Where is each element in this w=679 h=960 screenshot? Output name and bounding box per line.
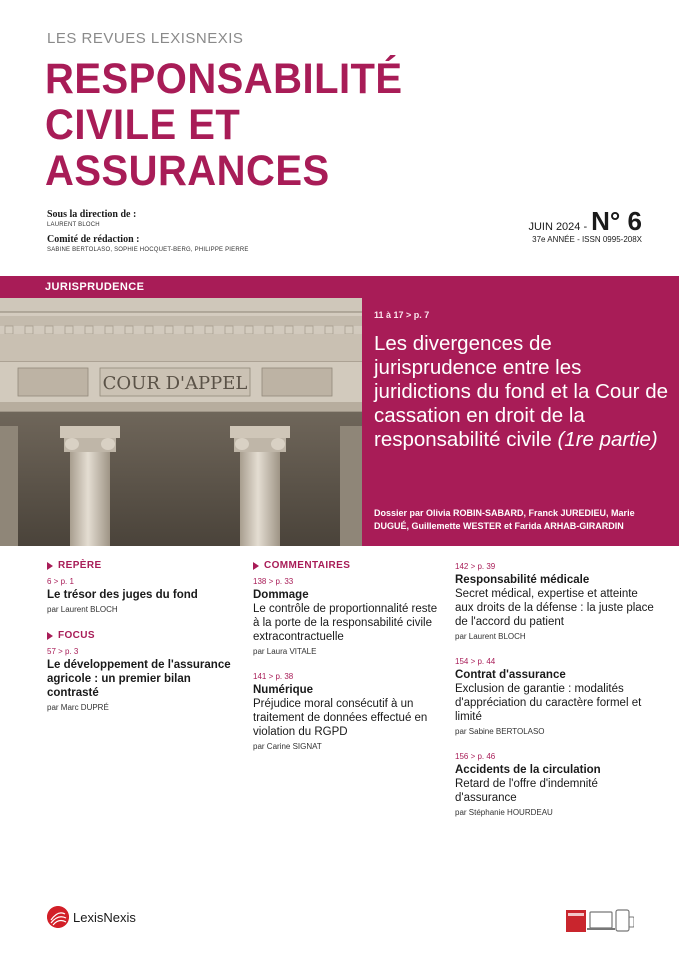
item-desc: Secret médical, expertise et atteinte aux droits de la défense : la juste place de l'accord du patient bbox=[455, 588, 654, 628]
item-head: Le développement de l'assurance agricole : un premier bilan contrasté bbox=[47, 659, 231, 699]
section-banner bbox=[0, 276, 362, 298]
rubric-commentaires bbox=[253, 560, 443, 571]
lead-article-title-part: (1re partie) bbox=[557, 428, 658, 451]
rubric-label: COMMENTAIRES bbox=[264, 560, 351, 571]
committee-names: SABINE BERTOLASO, SOPHIE HOCQUET-BERG, PHILIPPE PIERRE bbox=[47, 247, 249, 253]
item-ref: 142 > p. 39 bbox=[455, 562, 496, 571]
issue-number: N° 6 bbox=[591, 206, 642, 236]
item-ref: 6 > p. 1 bbox=[47, 577, 74, 586]
publisher-logo bbox=[47, 906, 136, 928]
item-ref: 156 > p. 46 bbox=[455, 752, 496, 761]
rubric-repere bbox=[47, 560, 237, 571]
item-author: par Laura VITALE bbox=[253, 647, 317, 656]
toc-item bbox=[47, 577, 237, 614]
triangle-bullet-icon bbox=[47, 562, 53, 570]
committee-label: Comité de rédaction : bbox=[47, 234, 140, 245]
item-desc: Préjudice moral consécutif à un traitement de données effectué en violation du RGPD bbox=[253, 698, 428, 738]
direction-label: Sous la direction de : bbox=[47, 209, 137, 220]
title-line-1: RESPONSABILITÉ bbox=[45, 55, 403, 103]
issue-date: JUIN 2024 - bbox=[528, 221, 588, 233]
item-ref: 154 > p. 44 bbox=[455, 657, 496, 666]
toc-item bbox=[47, 647, 237, 712]
item-desc: Le contrôle de proportionnalité reste à la porte de la responsabilité civile extracontractuelle bbox=[253, 603, 438, 643]
issue-issn: 37e ANNÉE - ISSN 0995-208X bbox=[532, 235, 642, 244]
photo-inscription: COUR D'APPEL bbox=[102, 373, 248, 394]
item-ref: 138 > p. 33 bbox=[253, 577, 294, 586]
item-head: Numérique bbox=[253, 684, 314, 696]
title-line-2: CIVILE ET bbox=[45, 101, 241, 149]
item-author: par Stéphanie HOURDEAU bbox=[455, 808, 553, 817]
lead-article-title bbox=[374, 332, 674, 452]
title-line-3: ASSURANCES bbox=[45, 147, 330, 195]
toc-item bbox=[455, 752, 655, 817]
item-author: par Laurent BLOCH bbox=[47, 605, 118, 614]
item-desc: Retard de l'offre d'indemnité d'assurance bbox=[455, 778, 598, 804]
toc-item bbox=[253, 577, 443, 656]
section-label: JURISPRUDENCE bbox=[45, 281, 145, 293]
rubric-label: FOCUS bbox=[58, 630, 95, 641]
item-author: par Sabine BERTOLASO bbox=[455, 727, 545, 736]
item-ref: 141 > p. 38 bbox=[253, 672, 294, 681]
editorial-direction bbox=[47, 209, 347, 255]
item-head: Accidents de la circulation bbox=[455, 764, 601, 776]
toc-item bbox=[455, 657, 655, 736]
column-middle bbox=[253, 560, 443, 767]
triangle-bullet-icon bbox=[47, 632, 53, 640]
item-ref: 57 > p. 3 bbox=[47, 647, 79, 656]
issue-info bbox=[528, 206, 642, 244]
series-label: LES REVUES LEXISNEXIS bbox=[47, 30, 244, 47]
lead-article-title-main: Les divergences de jurisprudence entre les juridictions du fond et la Cour de cassation en droit de la responsabilité civile bbox=[374, 332, 669, 451]
item-author: par Marc DUPRÉ bbox=[47, 703, 109, 712]
lead-article-panel bbox=[362, 276, 679, 546]
rubric-label: REPÈRE bbox=[58, 560, 102, 571]
rubric-focus bbox=[47, 630, 237, 641]
column-right bbox=[455, 562, 655, 833]
hero-section bbox=[0, 276, 679, 546]
item-author: par Carine SIGNAT bbox=[253, 742, 322, 751]
lead-article-ref: 11 à 17 > p. 7 bbox=[374, 310, 430, 320]
item-author: par Laurent BLOCH bbox=[455, 632, 526, 641]
item-desc: Exclusion de garantie : modalités d'appréciation du caractère formel et limité bbox=[455, 683, 642, 723]
item-head: Responsabilité médicale bbox=[455, 574, 590, 586]
item-head: Contrat d'assurance bbox=[455, 669, 566, 681]
lead-article-authors: Dossier par Olivia ROBIN-SABARD, Franck JUREDIEU, Marie DUGUÉ, Guillemette WESTER et Farida ARHAB-GIRARDIN bbox=[374, 508, 635, 531]
toc-item bbox=[455, 562, 655, 641]
lexisnexis-logo-icon bbox=[47, 906, 69, 928]
column-left bbox=[47, 560, 237, 728]
print-and-digital-devices-icon bbox=[566, 907, 634, 933]
item-head: Le trésor des juges du fond bbox=[47, 589, 198, 601]
triangle-bullet-icon bbox=[253, 562, 259, 570]
direction-names: LAURENT BLOCH bbox=[47, 222, 100, 228]
toc-item bbox=[253, 672, 443, 751]
courthouse-photo bbox=[0, 276, 362, 546]
publisher-name: LexisNexis bbox=[73, 909, 136, 925]
item-head: Dommage bbox=[253, 589, 309, 601]
review-title bbox=[45, 56, 436, 194]
